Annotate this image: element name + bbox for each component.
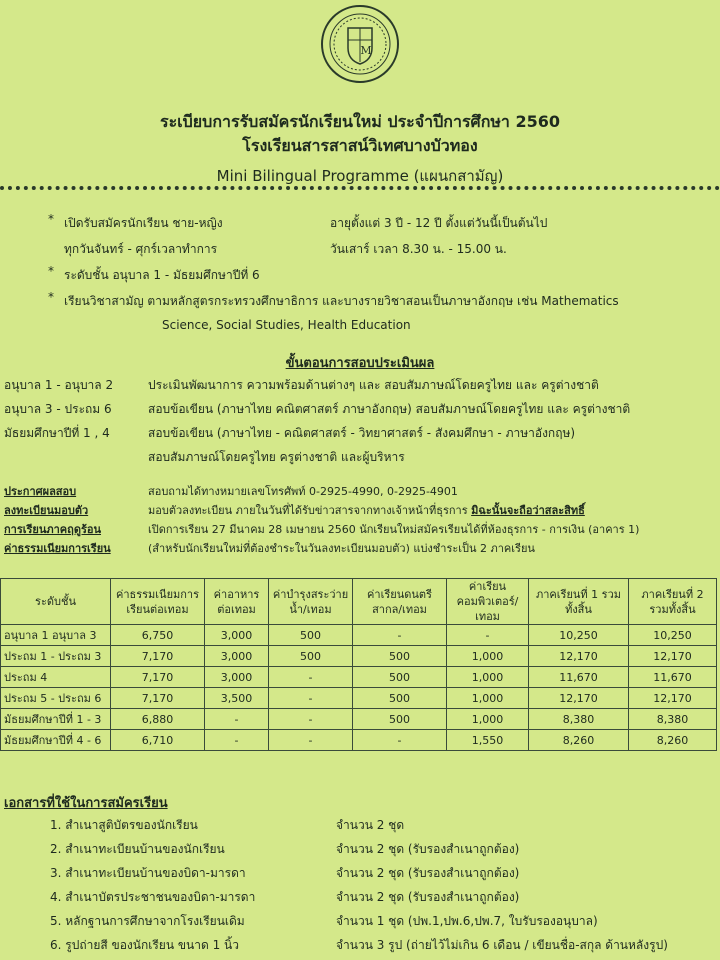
list-item: 3. สำเนาทะเบียนบ้านของบิดา-มารดา จำนวน 2 ชุด (รับรองสำเนาถูกต้อง) (50, 866, 520, 880)
documents-heading: เอกสารที่ใช้ในการสมัครเรียน (4, 796, 168, 811)
forfeit-warning: มิฉะนั้นจะถือว่าสละสิทธิ์ (471, 504, 585, 517)
seal-monogram: M (360, 44, 372, 57)
bullet-item: * ระดับชั้น อนุบาล 1 - มัธยมศึกษาปีที่ 6 (48, 264, 260, 282)
info-list (0, 482, 720, 558)
documents-list (0, 816, 720, 960)
assessment-row: อนุบาล 1 - อนุบาล 2 ประเมินพัฒนาการ ความพร้อมด้านต่างๆ และ สอบสัมภาษณ์โดยครูไทย และ ครูต่างชาติ (4, 378, 599, 392)
school-name: โรงเรียนสารสาสน์วิเทศบางบัวทอง (242, 136, 478, 155)
info-row: ประกาศผลสอบ สอบถามได้ทางหมายเลขโทรศัพท์ 0-2925-4990, 0-2925-4901 (4, 485, 458, 498)
info-row: การเรียนภาคฤดูร้อน เปิดการเรียน 27 มีนาคม 28 เมษายน 2560 นักเรียนใหม่สมัครเรียนได้ที่ห้องธุรการ - การเงิน (อาคาร 1) (4, 523, 640, 536)
assessment-heading: ขั้นตอนการสอบประเมินผล (285, 356, 435, 371)
fee-table-header: ระดับชั้น ค่าธรรมเนียมการเรียนต่อเทอม ค่าอาหารต่อเทอม ค่าบำรุงสระว่ายน้ำ/เทอม ค่าเรียนดนตรีสากล/เทอม ค่าเรียนคอมพิวเตอร์/เทอม ภาคเรียนที่ 1 รวมทั้งสิ้น ภาคเรียนที่ 2 รวมทั้งสิ้น (1, 579, 717, 625)
bullet-star-icon: * (48, 290, 54, 304)
bullet-item: ทุกวันจันทร์ - ศุกร์เวลาทำการ วันเสาร์ เวลา 8.30 น. - 15.00 น. (64, 242, 507, 256)
table-row: มัธยมศึกษาปีที่ 4 - 6 6,710 - - - 1,550 8,260 8,260 (1, 730, 717, 751)
assessment-list (0, 376, 720, 472)
list-item: 4. สำเนาบัตรประชาชนของบิดา-มารดา จำนวน 2 ชุด (รับรองสำเนาถูกต้อง) (50, 890, 520, 904)
school-seal-icon (320, 4, 400, 84)
page-title: ระเบียบการรับสมัครนักเรียนใหม่ ประจำปีการศึกษา 2560 (159, 112, 561, 131)
assessment-row: สอบสัมภาษณ์โดยครูไทย ครูต่างชาติ และผู้บริหาร (148, 450, 405, 464)
bullet-star-icon: * (48, 212, 54, 226)
table-row: ประถม 5 - ประถม 6 7,170 3,500 - 500 1,000 12,170 12,170 (1, 688, 717, 709)
info-row: ค่าธรรมเนียมการเรียน (สำหรับนักเรียนใหม่ที่ต้องชำระในวันลงทะเบียนมอบตัว) แบ่งชำระเป็น 2 ภาคเรียน (4, 542, 535, 555)
bullet-item: * เรียนวิชาสามัญ ตามหลักสูตรกระทรวงศึกษาธิการ และบางรายวิชาสอนเป็นภาษาอังกฤษ เช่น Mathematics (48, 290, 619, 308)
fee-table (0, 578, 717, 751)
bullet-item: * เปิดรับสมัครนักเรียน ชาย-หญิง อายุตั้งแต่ 3 ปี - 12 ปี ตั้งแต่วันนี้เป็นต้นไป (48, 212, 548, 230)
list-item: 2. สำเนาทะเบียนบ้านของนักเรียน จำนวน 2 ชุด (รับรองสำเนาถูกต้อง) (50, 842, 520, 856)
programme-name: Mini Bilingual Programme (แผนกสามัญ) (216, 167, 504, 185)
bullet-continuation: Science, Social Studies, Health Education (162, 318, 411, 332)
assessment-row: มัธยมศึกษาปีที่ 1 , 4 สอบข้อเขียน (ภาษาไทย - คณิตศาสตร์ - วิทยาศาสตร์ - สังคมศึกษา - ภาษาอังกฤษ) (4, 426, 576, 440)
list-item: 6. รูปถ่ายสี ของนักเรียน ขนาด 1 นิ้ว จำนวน 3 รูป (ถ่ายไว้ไม่เกิน 6 เดือน / เขียนชื่อ-สกุล ด้านหลังรูป) (50, 938, 668, 952)
bullet-star-icon: * (48, 264, 54, 278)
assessment-row: อนุบาล 3 - ประถม 6 สอบข้อเขียน (ภาษาไทย คณิตศาสตร์ ภาษาอังกฤษ) สอบสัมภาษณ์โดยครูไทย และ ครูต่างชาติ (4, 402, 631, 416)
list-item: 5. หลักฐานการศึกษาจากโรงเรียนเดิม จำนวน 1 ชุด (ปพ.1,ปพ.6,ปพ.7, ใบรับรองอนุบาล) (50, 914, 598, 928)
table-row: ประถม 4 7,170 3,000 - 500 1,000 11,670 11,670 (1, 667, 717, 688)
dotted-divider (0, 186, 720, 190)
info-row: ลงทะเบียนมอบตัว มอบตัวลงทะเบียน ภายในวันที่ได้รับข่าวสารจากทางเจ้าหน้าที่ธุรการ มิฉะนั้นจะถือว่าสละสิทธิ์ (4, 504, 585, 517)
table-row: ประถม 1 - ประถม 3 7,170 3,000 500 500 1,000 12,170 12,170 (1, 646, 717, 667)
bullet-list (40, 212, 720, 316)
table-row: มัธยมศึกษาปีที่ 1 - 3 6,880 - - 500 1,000 8,380 8,380 (1, 709, 717, 730)
table-row: อนุบาล 1 อนุบาล 3 6,750 3,000 500 - - 10,250 10,250 (1, 625, 717, 646)
list-item: 1. สำเนาสูติบัตรของนักเรียน จำนวน 2 ชุด (50, 818, 405, 832)
